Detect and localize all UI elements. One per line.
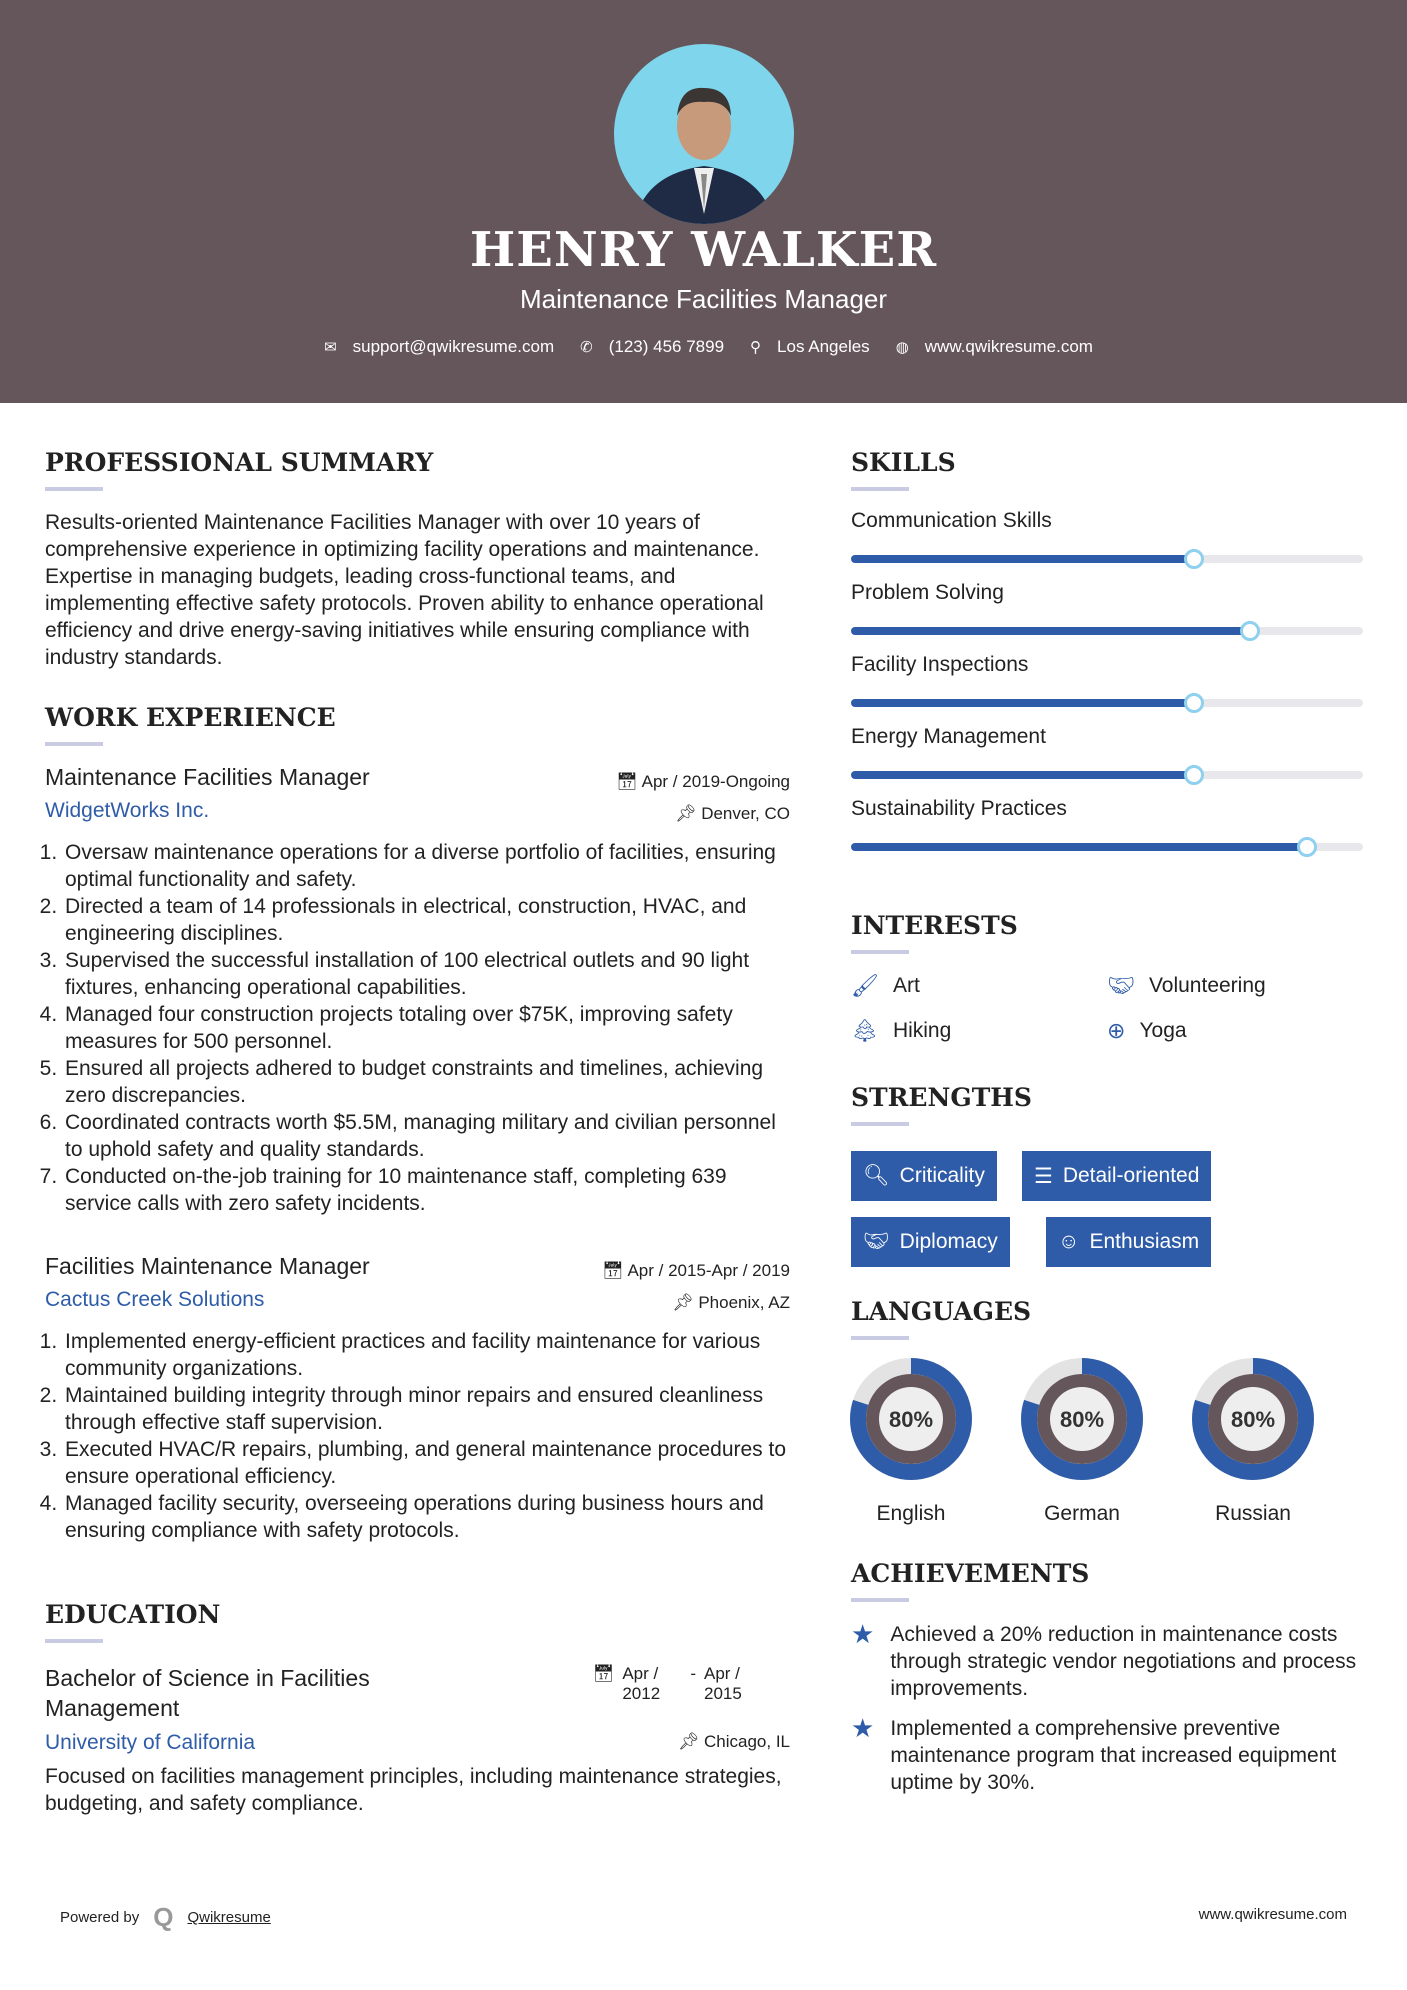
location-text: Los Angeles: [777, 337, 870, 356]
skill-bar: [851, 699, 1363, 707]
language-item: [849, 1357, 973, 1526]
section-heading: INTERESTS: [851, 911, 1018, 940]
skill-name: Problem Solving: [851, 581, 1004, 604]
job-title: Maintenance Facilities Manager: [45, 764, 370, 790]
education-description: Focused on facilities management principles, including maintenance strategies, budgeting, and safety compliance.: [45, 1765, 782, 1815]
bullet-item: 3. Supervised the successful installation of 100 electrical outlets and 90 light fixtures, enhancing operational capabilities.: [63, 947, 790, 1001]
languages-section: [851, 1297, 1363, 1537]
skill-item: [851, 797, 1363, 851]
section-heading: LANGUAGES: [851, 1297, 1032, 1326]
skill-item: [851, 725, 1363, 779]
language-donut: [1020, 1357, 1144, 1481]
bullet-item: 4. Managed four construction projects totaling over $75K, improving safety measures for 500 personnel.: [63, 1001, 790, 1055]
strength-chip: 🤝︎ Diplomacy: [851, 1217, 1010, 1267]
company-name[interactable]: WidgetWorks Inc.: [45, 799, 210, 822]
section-heading: SKILLS: [851, 448, 956, 477]
strengths-section: [851, 1083, 1363, 1283]
job-date: 📅︎ Apr / 2019-Ongoing: [616, 772, 790, 791]
skill-bar-knob: [1297, 837, 1317, 857]
skill-bar-knob: [1184, 549, 1204, 569]
bullet-item: 3. Executed HVAC/R repairs, plumbing, and general maintenance procedures to ensure operational efficiency.: [63, 1436, 790, 1490]
skill-bar: [851, 555, 1363, 563]
school-name[interactable]: University of California: [45, 1731, 256, 1754]
skill-name: Communication Skills: [851, 509, 1052, 532]
handshake-icon: 🤝︎: [863, 1230, 890, 1253]
pin-icon: 📌︎: [677, 1732, 704, 1751]
pin-icon: 📌︎: [674, 804, 702, 823]
star-icon: ★: [851, 1713, 875, 1743]
skill-bar-fill: [851, 699, 1194, 707]
bullet-item: 1. Implemented energy-efficient practices and facility maintenance for various community organizations.: [63, 1328, 790, 1382]
phone-icon: ✆: [580, 339, 593, 356]
job-entry: [45, 764, 790, 1217]
interests-section: [851, 911, 1363, 1061]
language-item: [1020, 1357, 1144, 1526]
svg-text:80%: 80%: [1230, 1407, 1276, 1432]
interest-yoga: ⊕ Yoga: [1107, 1018, 1187, 1043]
strength-chip: ☺ Enthusiasm: [1046, 1217, 1211, 1267]
heading-underline: [45, 742, 103, 746]
skill-bar-fill: [851, 627, 1250, 635]
section-heading: WORK EXPERIENCE: [45, 703, 336, 732]
language-item: [1191, 1357, 1315, 1526]
summary-text: Results-oriented Maintenance Facilities Manager with over 10 years of comprehensive experience in optimizing facility operations and maintenance. Expertise in managing budgets, leading cross-functional teams, and implementing effective safety protocols. Proven ability to enhance operational efficiency and drive energy-saving initiatives while ensuring compliance with industry standards.: [45, 511, 764, 669]
skill-item: [851, 653, 1363, 707]
list-icon: ☰: [1034, 1164, 1053, 1188]
education-location: 📌︎ Chicago, IL: [677, 1732, 790, 1751]
calendar-icon: 📅︎: [616, 772, 642, 791]
achievements-section: [851, 1559, 1363, 1799]
pin-icon: 📌︎: [672, 1293, 699, 1312]
heading-underline: [851, 1598, 909, 1602]
achievement-item: ★ Implemented a comprehensive preventive maintenance program that increased equipment uptime by 30%.: [851, 1713, 1337, 1794]
job-entry: [45, 1253, 790, 1544]
handshake-icon: 🤝︎: [1107, 973, 1135, 998]
skill-bar-knob: [1184, 693, 1204, 713]
bullet-item: 7. Conducted on-the-job training for 10 maintenance staff, completing 639 service calls with zero safety incidents.: [63, 1163, 790, 1217]
language-name: Russian: [1215, 1502, 1291, 1525]
language-donut: [1191, 1357, 1315, 1481]
skill-name: Facility Inspections: [851, 653, 1029, 676]
bullet-item: 2. Maintained building integrity through minor repairs and ensured cleanliness through effective staff supervision.: [63, 1382, 790, 1436]
globe-icon: ◍: [895, 339, 909, 356]
skill-bar-fill: [851, 843, 1307, 851]
section-heading: PROFESSIONAL SUMMARY: [45, 448, 434, 477]
language-name: English: [876, 1502, 946, 1525]
heading-underline: [851, 1122, 909, 1126]
job-location: 📌︎ Denver, CO: [674, 804, 790, 823]
heading-underline: [851, 950, 909, 954]
heading-underline: [45, 1639, 103, 1643]
strength-chip: 🔍︎ Criticality: [851, 1151, 997, 1201]
bullet-item: 5. Ensured all projects adhered to budget constraints and timelines, achieving zero discrepancies.: [63, 1055, 790, 1109]
skill-bar: [851, 771, 1363, 779]
heading-underline: [851, 487, 909, 491]
search-icon: 🔍︎: [863, 1164, 890, 1187]
summary-section: [45, 448, 790, 671]
skill-bar-knob: [1184, 765, 1204, 785]
qwikresume-logo-icon: Q: [153, 1902, 174, 1932]
email-link[interactable]: support@qwikresume.com: [352, 337, 555, 356]
star-icon: ★: [851, 1619, 875, 1649]
brand-link[interactable]: Qwikresume: [187, 1909, 271, 1926]
interest-hiking: 🌲︎ Hiking: [851, 1018, 952, 1043]
skill-name: Energy Management: [851, 725, 1046, 748]
svg-text:80%: 80%: [888, 1407, 934, 1432]
achievement-item: ★ Achieved a 20% reduction in maintenance costs through strategic vendor negotiations and process improvements.: [851, 1619, 1357, 1700]
candidate-name: HENRY WALKER: [469, 222, 938, 278]
job-date: 📅︎ Apr / 2015-Apr / 2019: [602, 1261, 790, 1280]
phone-text: (123) 456 7899: [608, 337, 725, 356]
smile-icon: ☺: [1058, 1230, 1080, 1253]
education-date: 📅︎ Apr / 2012 - Apr / 2015: [592, 1664, 742, 1703]
skill-item: [851, 581, 1363, 635]
candidate-title: Maintenance Facilities Manager: [519, 284, 888, 314]
skills-section: [851, 448, 1363, 851]
skill-bar-fill: [851, 555, 1194, 563]
footer-website[interactable]: www.qwikresume.com: [1198, 1906, 1347, 1923]
section-heading: STRENGTHS: [851, 1083, 1032, 1112]
section-heading: ACHIEVEMENTS: [851, 1559, 1090, 1588]
experience-section: [45, 703, 790, 746]
calendar-icon: 📅︎: [592, 1664, 615, 1683]
interest-art: 🖌︎ Art: [851, 973, 920, 998]
heading-underline: [851, 1336, 909, 1340]
job-bullets: [45, 1328, 790, 1544]
skills-list: [851, 509, 1363, 851]
heading-underline: [45, 487, 103, 491]
header: [0, 0, 1407, 403]
skill-item: [851, 509, 1363, 563]
skill-bar: [851, 843, 1363, 851]
skill-bar: [851, 627, 1363, 635]
degree-title: Bachelor of Science in Facilities Management: [45, 1665, 370, 1721]
job-title: Facilities Maintenance Manager: [45, 1253, 370, 1279]
job-location: 📌︎ Phoenix, AZ: [672, 1293, 790, 1312]
contact-bar: [0, 337, 1407, 357]
skill-bar-fill: [851, 771, 1194, 779]
lifering-icon: ⊕: [1107, 1018, 1126, 1043]
skill-name: Sustainability Practices: [851, 797, 1067, 820]
skill-bar-knob: [1240, 621, 1260, 641]
powered-by-text: Powered by: [60, 1909, 140, 1926]
website-link[interactable]: www.qwikresume.com: [924, 337, 1093, 356]
map-pin-icon: ⚲: [750, 339, 762, 356]
job-bullets: [45, 839, 790, 1217]
bullet-item: 1. Oversaw maintenance operations for a diverse portfolio of facilities, ensuring optimal functionality and safety.: [63, 839, 790, 893]
profile-photo: [614, 44, 794, 224]
bullet-item: 6. Coordinated contracts worth $5.5M, managing military and civilian personnel to uphold safety and quality standards.: [63, 1109, 790, 1163]
company-name[interactable]: Cactus Creek Solutions: [45, 1288, 265, 1311]
language-donut: [849, 1357, 973, 1481]
language-name: German: [1044, 1502, 1120, 1525]
envelope-icon: ✉: [324, 339, 337, 356]
bullet-item: 2. Directed a team of 14 professionals in electrical, construction, HVAC, and engineering disciplines.: [63, 893, 790, 947]
strength-chip: ☰ Detail-oriented: [1022, 1151, 1211, 1201]
footer-brand: [60, 1902, 271, 1933]
calendar-icon: 📅︎: [602, 1261, 628, 1280]
education-section: [45, 1600, 790, 1817]
brush-icon: 🖌︎: [851, 973, 879, 998]
bullet-item: 4. Managed facility security, overseeing operations during business hours and ensuring compliance with safety protocols.: [63, 1490, 790, 1544]
svg-text:80%: 80%: [1059, 1407, 1105, 1432]
tree-icon: 🌲︎: [851, 1018, 879, 1043]
section-heading: EDUCATION: [45, 1600, 221, 1629]
interest-volunteering: 🤝︎ Volunteering: [1107, 973, 1266, 998]
